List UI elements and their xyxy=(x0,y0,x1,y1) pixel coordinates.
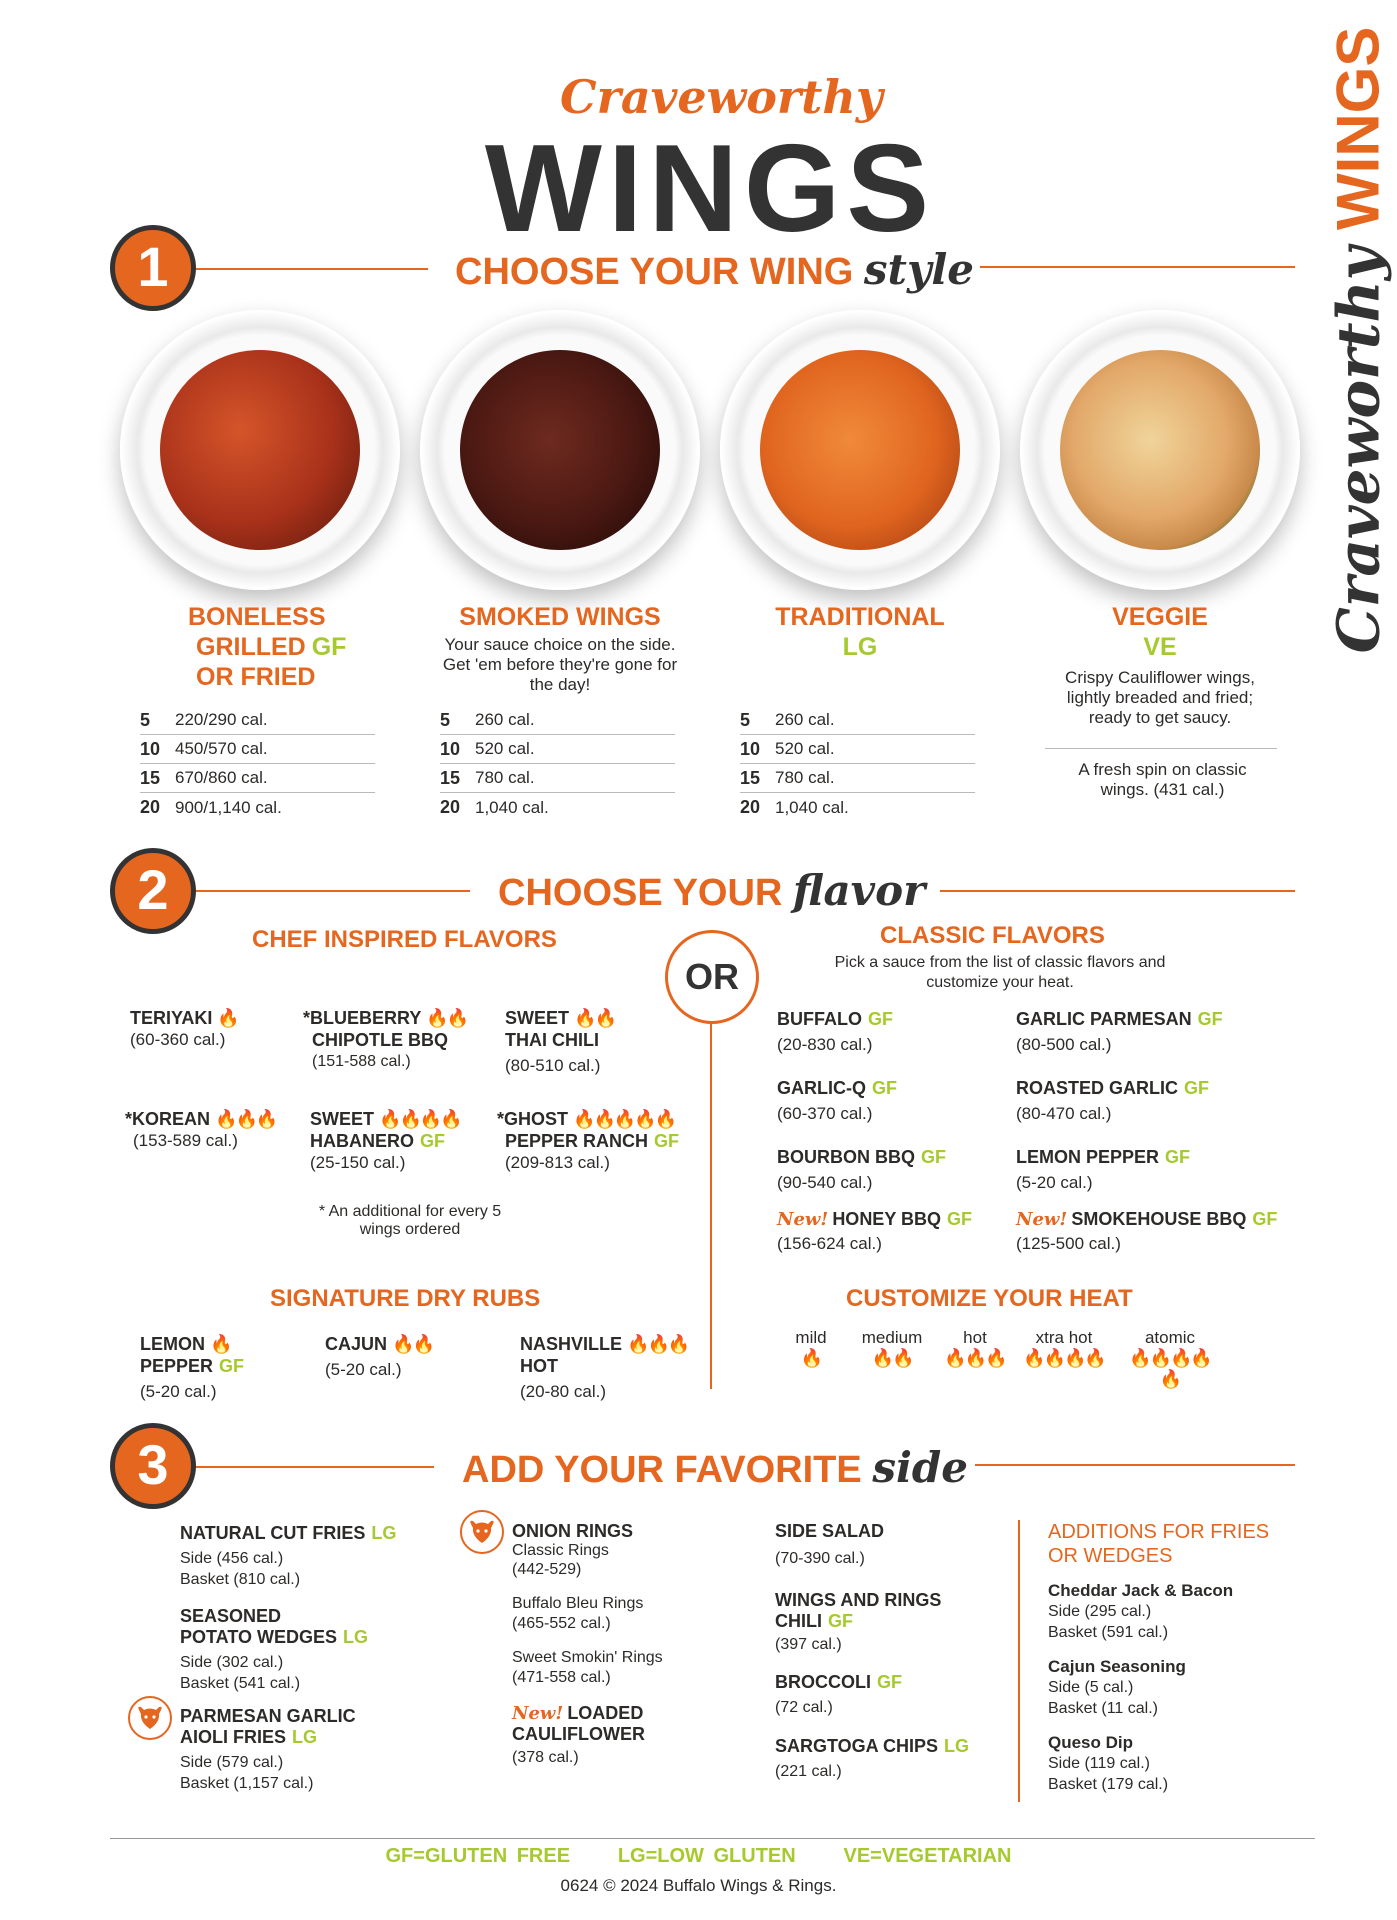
flame-icon: 🔥 xyxy=(210,1334,231,1354)
table-row: 20 1,040 cal. xyxy=(440,797,549,817)
traditional-calorie-table xyxy=(740,706,975,822)
flavor-item: New! HONEY BBQ GF (156-624 cal.) xyxy=(777,1209,972,1253)
dry-rubs-heading: SIGNATURE DRY RUBS xyxy=(270,1285,541,1312)
side-banner-script: Craveworthy xyxy=(1324,246,1393,654)
table-row: 20 900/1,140 cal. xyxy=(140,797,282,817)
divider xyxy=(980,266,1295,268)
style-veggie-name: VEGGIE VE xyxy=(1112,603,1208,661)
boneless-wings-photo xyxy=(120,310,400,590)
side-item: SARGTOGA CHIPS LG (221 cal.) xyxy=(775,1736,970,1780)
flame-icon: 🔥🔥🔥🔥 xyxy=(379,1109,461,1129)
divider xyxy=(940,890,1295,892)
style-boneless-name: BONELESS GRILLED GF OR FRIED xyxy=(188,603,347,691)
table-row: 5 220/290 cal. xyxy=(140,706,375,735)
table-row: 5 260 cal. xyxy=(440,706,675,735)
flavor-item: New! SMOKEHOUSE BBQ GF (125-500 cal.) xyxy=(1016,1209,1278,1253)
additions-group: ADDITIONS FOR FRIES OR WEDGES Cheddar Jack & Bacon Side (295 cal.) Basket (591 cal.) Cajun Seasoning Side (5 cal.) Basket (11 cal.) Queso Dip Side (119 cal.) Basket (179 cal.) xyxy=(1048,1521,1270,1793)
flavor-item: TERIYAKI 🔥 (60-360 cal.) xyxy=(130,1008,238,1049)
divider xyxy=(710,1024,712,1389)
divider xyxy=(975,1464,1295,1466)
heat-level: xtra hot 🔥🔥🔥🔥 xyxy=(1023,1328,1105,1368)
side-item: WINGS AND RINGS CHILI GF (397 cal.) xyxy=(775,1590,942,1653)
or-badge: OR xyxy=(665,930,759,1024)
flavor-item: SWEET 🔥🔥 THAI CHILI (80-510 cal.) xyxy=(505,1008,615,1075)
copyright: 0624 © 2024 Buffalo Wings & Rings. xyxy=(560,1876,837,1895)
boneless-calorie-table xyxy=(140,706,375,822)
step-3-heading: ADD YOUR FAVORITE side xyxy=(462,1443,969,1492)
rub-item: LEMON 🔥 PEPPER GF (5-20 cal.) xyxy=(140,1334,245,1401)
chef-flavors-note: * An additional for every 5 wings ordered xyxy=(318,1203,502,1238)
flavor-item: *BLUEBERRY 🔥🔥 CHIPOTLE BBQ (151-588 cal.) xyxy=(303,1008,467,1070)
side-item: BROCCOLI GF (72 cal.) xyxy=(775,1672,902,1716)
style-veggie-desc: Crispy Cauliflower wings, lightly breaded and fried; ready to get saucy. xyxy=(1065,668,1255,727)
divider xyxy=(1045,748,1277,749)
side-item: New! LOADED CAULIFLOWER (378 cal.) xyxy=(512,1703,645,1766)
table-row: 10 450/570 cal. xyxy=(140,735,375,764)
side-banner-word: WINGS xyxy=(1324,26,1392,230)
onion-rings-group: ONION RINGS Classic Rings (442-529) Buffalo Bleu Rings (465-552 cal.) Sweet Smokin' Rings (471-558 cal.) xyxy=(512,1521,663,1686)
step-3-badge: 3 xyxy=(110,1423,196,1509)
customize-heat-heading: CUSTOMIZE YOUR HEAT xyxy=(846,1285,1133,1312)
step-2-heading: CHOOSE YOUR flavor xyxy=(498,866,926,915)
side-item: NATURAL CUT FRIES LG Side (456 cal.) Basket (810 cal.) xyxy=(180,1523,397,1588)
heat-scale xyxy=(790,1328,1230,1388)
flame-icon: 🔥🔥🔥 xyxy=(944,1348,1006,1368)
style-smoked-name: SMOKED WINGS xyxy=(459,603,661,631)
flame-icon: 🔥🔥🔥🔥🔥 xyxy=(573,1109,676,1129)
chef-flavors-heading: CHEF INSPIRED FLAVORS xyxy=(252,926,557,953)
table-row: 10 520 cal. xyxy=(740,735,975,764)
footer-divider xyxy=(110,1838,1315,1839)
veggie-wings-photo xyxy=(1020,310,1300,590)
side-banner xyxy=(1320,26,1396,654)
flame-icon: 🔥🔥 xyxy=(871,1348,913,1368)
side-item: PARMESAN GARLIC AIOLI FRIES LG Side (579 cal.) Basket (1,157 cal.) xyxy=(180,1706,356,1792)
table-row: 10 520 cal. xyxy=(440,735,675,764)
flame-icon: 🔥🔥 xyxy=(574,1008,615,1028)
dietary-legend: GF=GLUTEN FREE LG=LOW GLUTEN VE=VEGETARIAN xyxy=(385,1845,1012,1867)
rub-item: CAJUN 🔥🔥 (5-20 cal.) xyxy=(325,1334,433,1379)
flavor-item: *KOREAN 🔥🔥🔥 (153-589 cal.) xyxy=(125,1109,277,1150)
style-veggie-note: A fresh spin on classic wings. (431 cal.) xyxy=(1078,760,1247,799)
table-row: 5 260 cal. xyxy=(740,706,975,735)
table-row: 20 1,040 cal. xyxy=(740,797,849,817)
smoked-wings-photo xyxy=(420,310,700,590)
flame-icon: 🔥🔥🔥🔥 xyxy=(1023,1348,1105,1368)
flame-icon: 🔥🔥🔥 xyxy=(627,1334,689,1354)
page-title: WINGS xyxy=(484,120,936,258)
flame-icon: 🔥 xyxy=(800,1348,822,1368)
step-1-heading: CHOOSE YOUR WING style xyxy=(455,245,975,294)
flame-icon: 🔥🔥 xyxy=(426,1008,467,1028)
table-row: 15 780 cal. xyxy=(440,764,675,793)
side-item: SEASONED POTATO WEDGES LG Side (302 cal.) Basket (541 cal.) xyxy=(180,1606,369,1692)
brand-script: Craveworthy xyxy=(560,70,883,124)
flavor-item: ROASTED GARLIC GF (80-470 cal.) xyxy=(1016,1078,1209,1123)
classic-flavors-heading: CLASSIC FLAVORS xyxy=(880,922,1105,949)
rub-item: NASHVILLE 🔥🔥🔥 HOT (20-80 cal.) xyxy=(520,1334,689,1401)
flavor-item: BUFFALO GF (20-830 cal.) xyxy=(777,1009,893,1054)
divider xyxy=(196,268,428,270)
flavor-item: GARLIC-Q GF (60-370 cal.) xyxy=(777,1078,897,1123)
flame-icon: 🔥🔥🔥 xyxy=(215,1109,277,1129)
bison-icon xyxy=(460,1510,504,1554)
divider xyxy=(1018,1520,1020,1802)
smoked-calorie-table xyxy=(440,706,675,822)
step-2-badge: 2 xyxy=(110,848,196,934)
side-item: SIDE SALAD (70-390 cal.) xyxy=(775,1521,885,1567)
style-smoked-desc: Your sauce choice on the side. Get 'em before they're gone for the day! xyxy=(442,635,678,694)
flavor-item: SWEET 🔥🔥🔥🔥 HABANERO GF (25-150 cal.) xyxy=(310,1109,461,1172)
divider xyxy=(196,1466,434,1468)
flame-icon: 🔥🔥🔥🔥🔥 xyxy=(1129,1348,1211,1389)
divider xyxy=(196,890,470,892)
heat-level: mild 🔥 xyxy=(790,1328,832,1369)
style-traditional-name: TRADITIONAL LG xyxy=(775,603,945,661)
step-1-badge: 1 xyxy=(110,225,196,311)
flavor-item: *GHOST 🔥🔥🔥🔥🔥 PEPPER RANCH GF (209-813 cal.) xyxy=(497,1109,680,1172)
flame-icon: 🔥 xyxy=(217,1008,238,1028)
heat-level: atomic 🔥🔥🔥🔥🔥 xyxy=(1120,1328,1220,1390)
heat-level: hot 🔥🔥🔥 xyxy=(944,1328,1006,1368)
flavor-item: BOURBON BBQ GF (90-540 cal.) xyxy=(777,1147,946,1192)
table-row: 15 780 cal. xyxy=(740,764,975,793)
classic-flavors-desc: Pick a sauce from the list of classic flavors and customize your heat. xyxy=(834,954,1166,991)
flame-icon: 🔥🔥 xyxy=(392,1334,433,1354)
heat-level: medium 🔥🔥 xyxy=(852,1328,932,1369)
flavor-item: GARLIC PARMESAN GF (80-500 cal.) xyxy=(1016,1009,1223,1054)
traditional-wings-photo xyxy=(720,310,1000,590)
flavor-item: LEMON PEPPER GF (5-20 cal.) xyxy=(1016,1147,1191,1192)
table-row: 15 670/860 cal. xyxy=(140,764,375,793)
bison-icon xyxy=(128,1696,172,1740)
